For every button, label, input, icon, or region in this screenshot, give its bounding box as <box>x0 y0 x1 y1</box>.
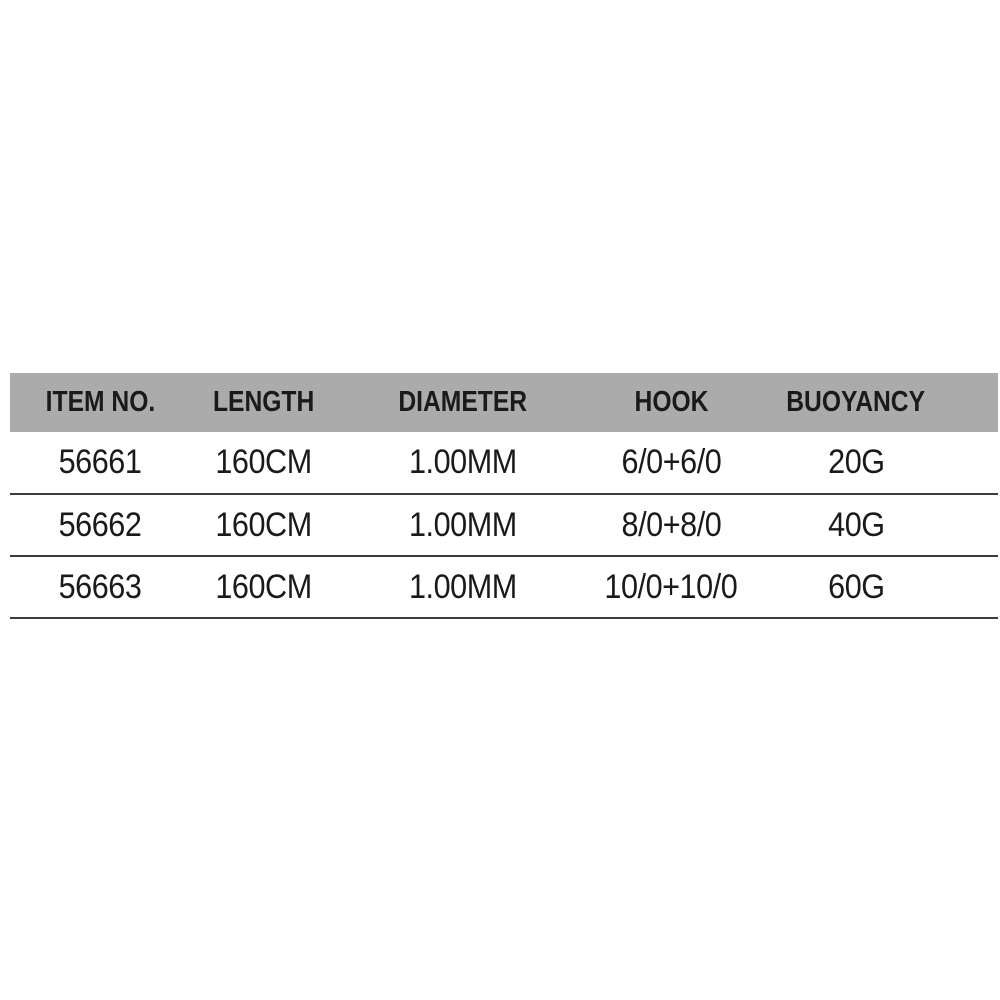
cell-item-no-value: 56663 <box>58 567 142 606</box>
header-row <box>10 373 998 432</box>
column-header-buoyancy <box>754 373 958 432</box>
spacer-cell <box>958 432 998 494</box>
spacer-cell <box>958 494 998 556</box>
column-header-item-no-label: ITEM NO. <box>45 386 155 418</box>
column-header-diameter <box>338 373 588 432</box>
cell-buoyancy-value: 40G <box>827 505 885 544</box>
cell-buoyancy-value: 20G <box>827 443 885 481</box>
cell-length <box>190 494 338 556</box>
cell-diameter <box>338 494 588 556</box>
spec-table-body <box>10 432 998 618</box>
cell-hook-value: 8/0+8/0 <box>621 505 721 544</box>
cell-item-no-value: 56661 <box>58 443 142 481</box>
cell-diameter-value: 1.00MM <box>409 505 517 544</box>
spec-table-header <box>10 373 998 432</box>
cell-diameter <box>338 556 588 618</box>
table-row <box>10 494 998 556</box>
cell-length <box>190 556 338 618</box>
column-header-buoyancy-label: BUOYANCY <box>786 386 926 418</box>
spec-table <box>10 373 998 619</box>
cell-hook-value: 10/0+10/0 <box>604 567 738 606</box>
cell-hook-value: 6/0+6/0 <box>621 443 721 481</box>
cell-item-no-value: 56662 <box>58 505 142 544</box>
cell-diameter-value: 1.00MM <box>409 567 517 606</box>
spec-table-container <box>10 373 998 619</box>
cell-buoyancy <box>754 494 958 556</box>
column-header-hook <box>588 373 754 432</box>
table-row <box>10 556 998 618</box>
column-header-hook-label: HOOK <box>634 386 708 418</box>
column-header-length <box>190 373 338 432</box>
cell-item-no <box>10 494 190 556</box>
cell-item-no <box>10 556 190 618</box>
cell-buoyancy <box>754 432 958 494</box>
cell-length-value: 160CM <box>215 443 313 481</box>
header-spacer-cell <box>958 373 998 432</box>
cell-buoyancy-value: 60G <box>827 567 885 606</box>
cell-diameter-value: 1.00MM <box>409 443 517 481</box>
cell-hook <box>588 432 754 494</box>
cell-diameter <box>338 432 588 494</box>
column-header-diameter-label: DIAMETER <box>398 386 528 418</box>
cell-item-no <box>10 432 190 494</box>
cell-length-value: 160CM <box>215 505 313 544</box>
spacer-cell <box>958 556 998 618</box>
cell-length <box>190 432 338 494</box>
cell-hook <box>588 556 754 618</box>
column-header-item-no <box>10 373 190 432</box>
cell-length-value: 160CM <box>215 567 313 606</box>
cell-buoyancy <box>754 556 958 618</box>
table-row <box>10 432 998 494</box>
cell-hook <box>588 494 754 556</box>
column-header-length-label: LENGTH <box>213 386 315 418</box>
